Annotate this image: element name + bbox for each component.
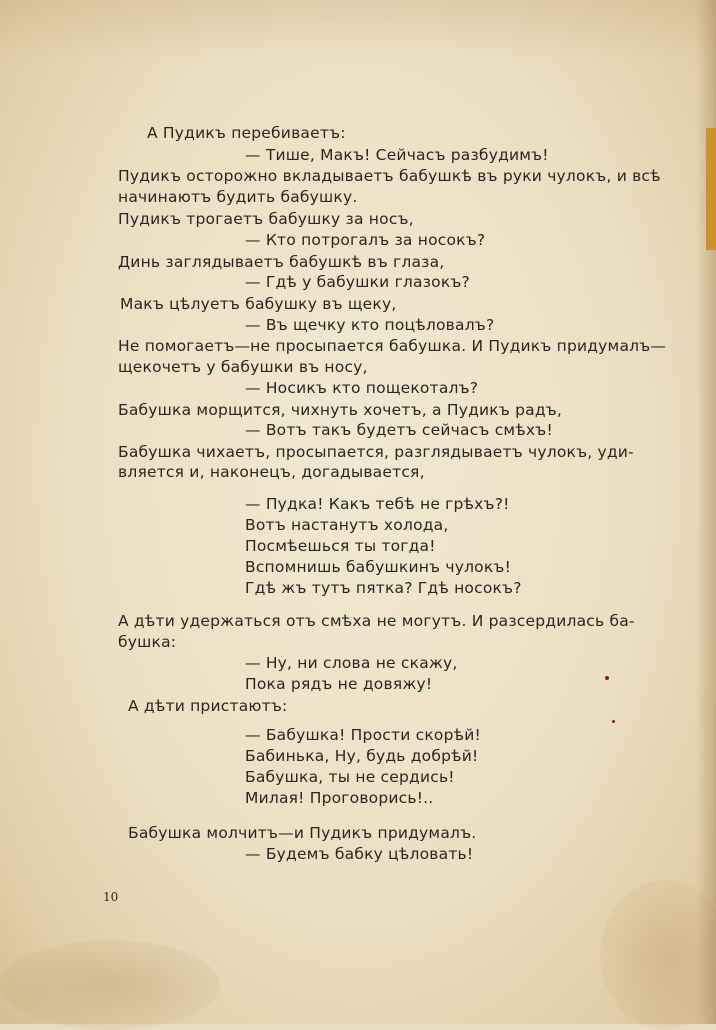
verse-line: Пока рядъ не довяжу!: [245, 675, 433, 693]
text-line: вляется и, наконецъ, догадывается,: [118, 463, 425, 481]
text-line: — Въ щечку кто поцѣловалъ?: [245, 316, 495, 334]
verse-line: Милая! Проговорись!..: [245, 789, 434, 807]
verse-line: — Бабушка! Прости скорѣй!: [245, 726, 481, 744]
text-line: — Кто потрогалъ за носокъ?: [245, 231, 486, 249]
text-line: Пудикъ осторожно вкладываетъ бабушкѣ въ руки чулокъ, и всѣ: [118, 167, 661, 185]
text-line: Макъ цѣлуетъ бабушку въ щеку,: [120, 295, 397, 313]
text-line: — Тише, Макъ! Сейчасъ разбудимъ!: [245, 146, 549, 164]
text-line: щекочетъ у бабушки въ носу,: [118, 358, 368, 376]
page-number: 10: [103, 890, 119, 904]
text-line: начинаютъ будить бабушку.: [118, 188, 358, 206]
text-line: — Носикъ кто пощекоталъ?: [245, 379, 479, 397]
text-line: Бабушка морщится, чихнуть хочетъ, а Пудикъ радъ,: [118, 401, 563, 419]
verse-line: Вспомнишь бабушкинъ чулокъ!: [245, 558, 511, 576]
text-line: Бабушка молчитъ—и Пудикъ придумалъ.: [128, 824, 477, 842]
verse-line: — Пудка! Какъ тебѣ не грѣхъ?!: [245, 495, 510, 513]
ink-spot: [605, 676, 609, 680]
verse-line: Вотъ настанутъ холода,: [245, 516, 449, 534]
text-line: — Вотъ такъ будетъ сейчасъ смѣхъ!: [245, 421, 553, 439]
text-line: — Гдѣ у бабушки глазокъ?: [245, 273, 470, 291]
verse-line: — Ну, ни слова не скажу,: [245, 654, 458, 672]
verse-line: Гдѣ жъ тутъ пятка? Гдѣ носокъ?: [245, 579, 522, 597]
page-tab-marker: [706, 128, 716, 250]
verse-line: Бабушка, ты не сердись!: [245, 768, 455, 786]
verse-line: Бабинька, Ну, будь добрѣй!: [245, 747, 479, 765]
text-line: А дѣти удержаться отъ смѣха не могутъ. И разсердилась ба-: [118, 612, 635, 630]
verse-line: Посмѣешься ты тогда!: [245, 537, 436, 555]
text-line: Динь заглядываетъ бабушкѣ въ глаза,: [118, 253, 445, 271]
text-line: Бабушка чихаетъ, просыпается, разглядываетъ чулокъ, уди-: [118, 443, 634, 461]
paper-stain: [0, 940, 220, 1030]
text-line: Пудикъ трогаетъ бабушку за носъ,: [118, 210, 414, 228]
ink-spot: [612, 720, 615, 723]
text-line: бушка:: [118, 633, 177, 651]
verse-line: — Будемъ бабку цѣловать!: [245, 845, 474, 863]
paper-stain: [0, 0, 716, 60]
text-line: А дѣти пристаютъ:: [128, 697, 288, 715]
text-line: Не помогаетъ—не просыпается бабушка. И Пудикъ придумалъ—: [118, 337, 667, 355]
text-line: А Пудикъ перебиваетъ:: [147, 124, 346, 142]
